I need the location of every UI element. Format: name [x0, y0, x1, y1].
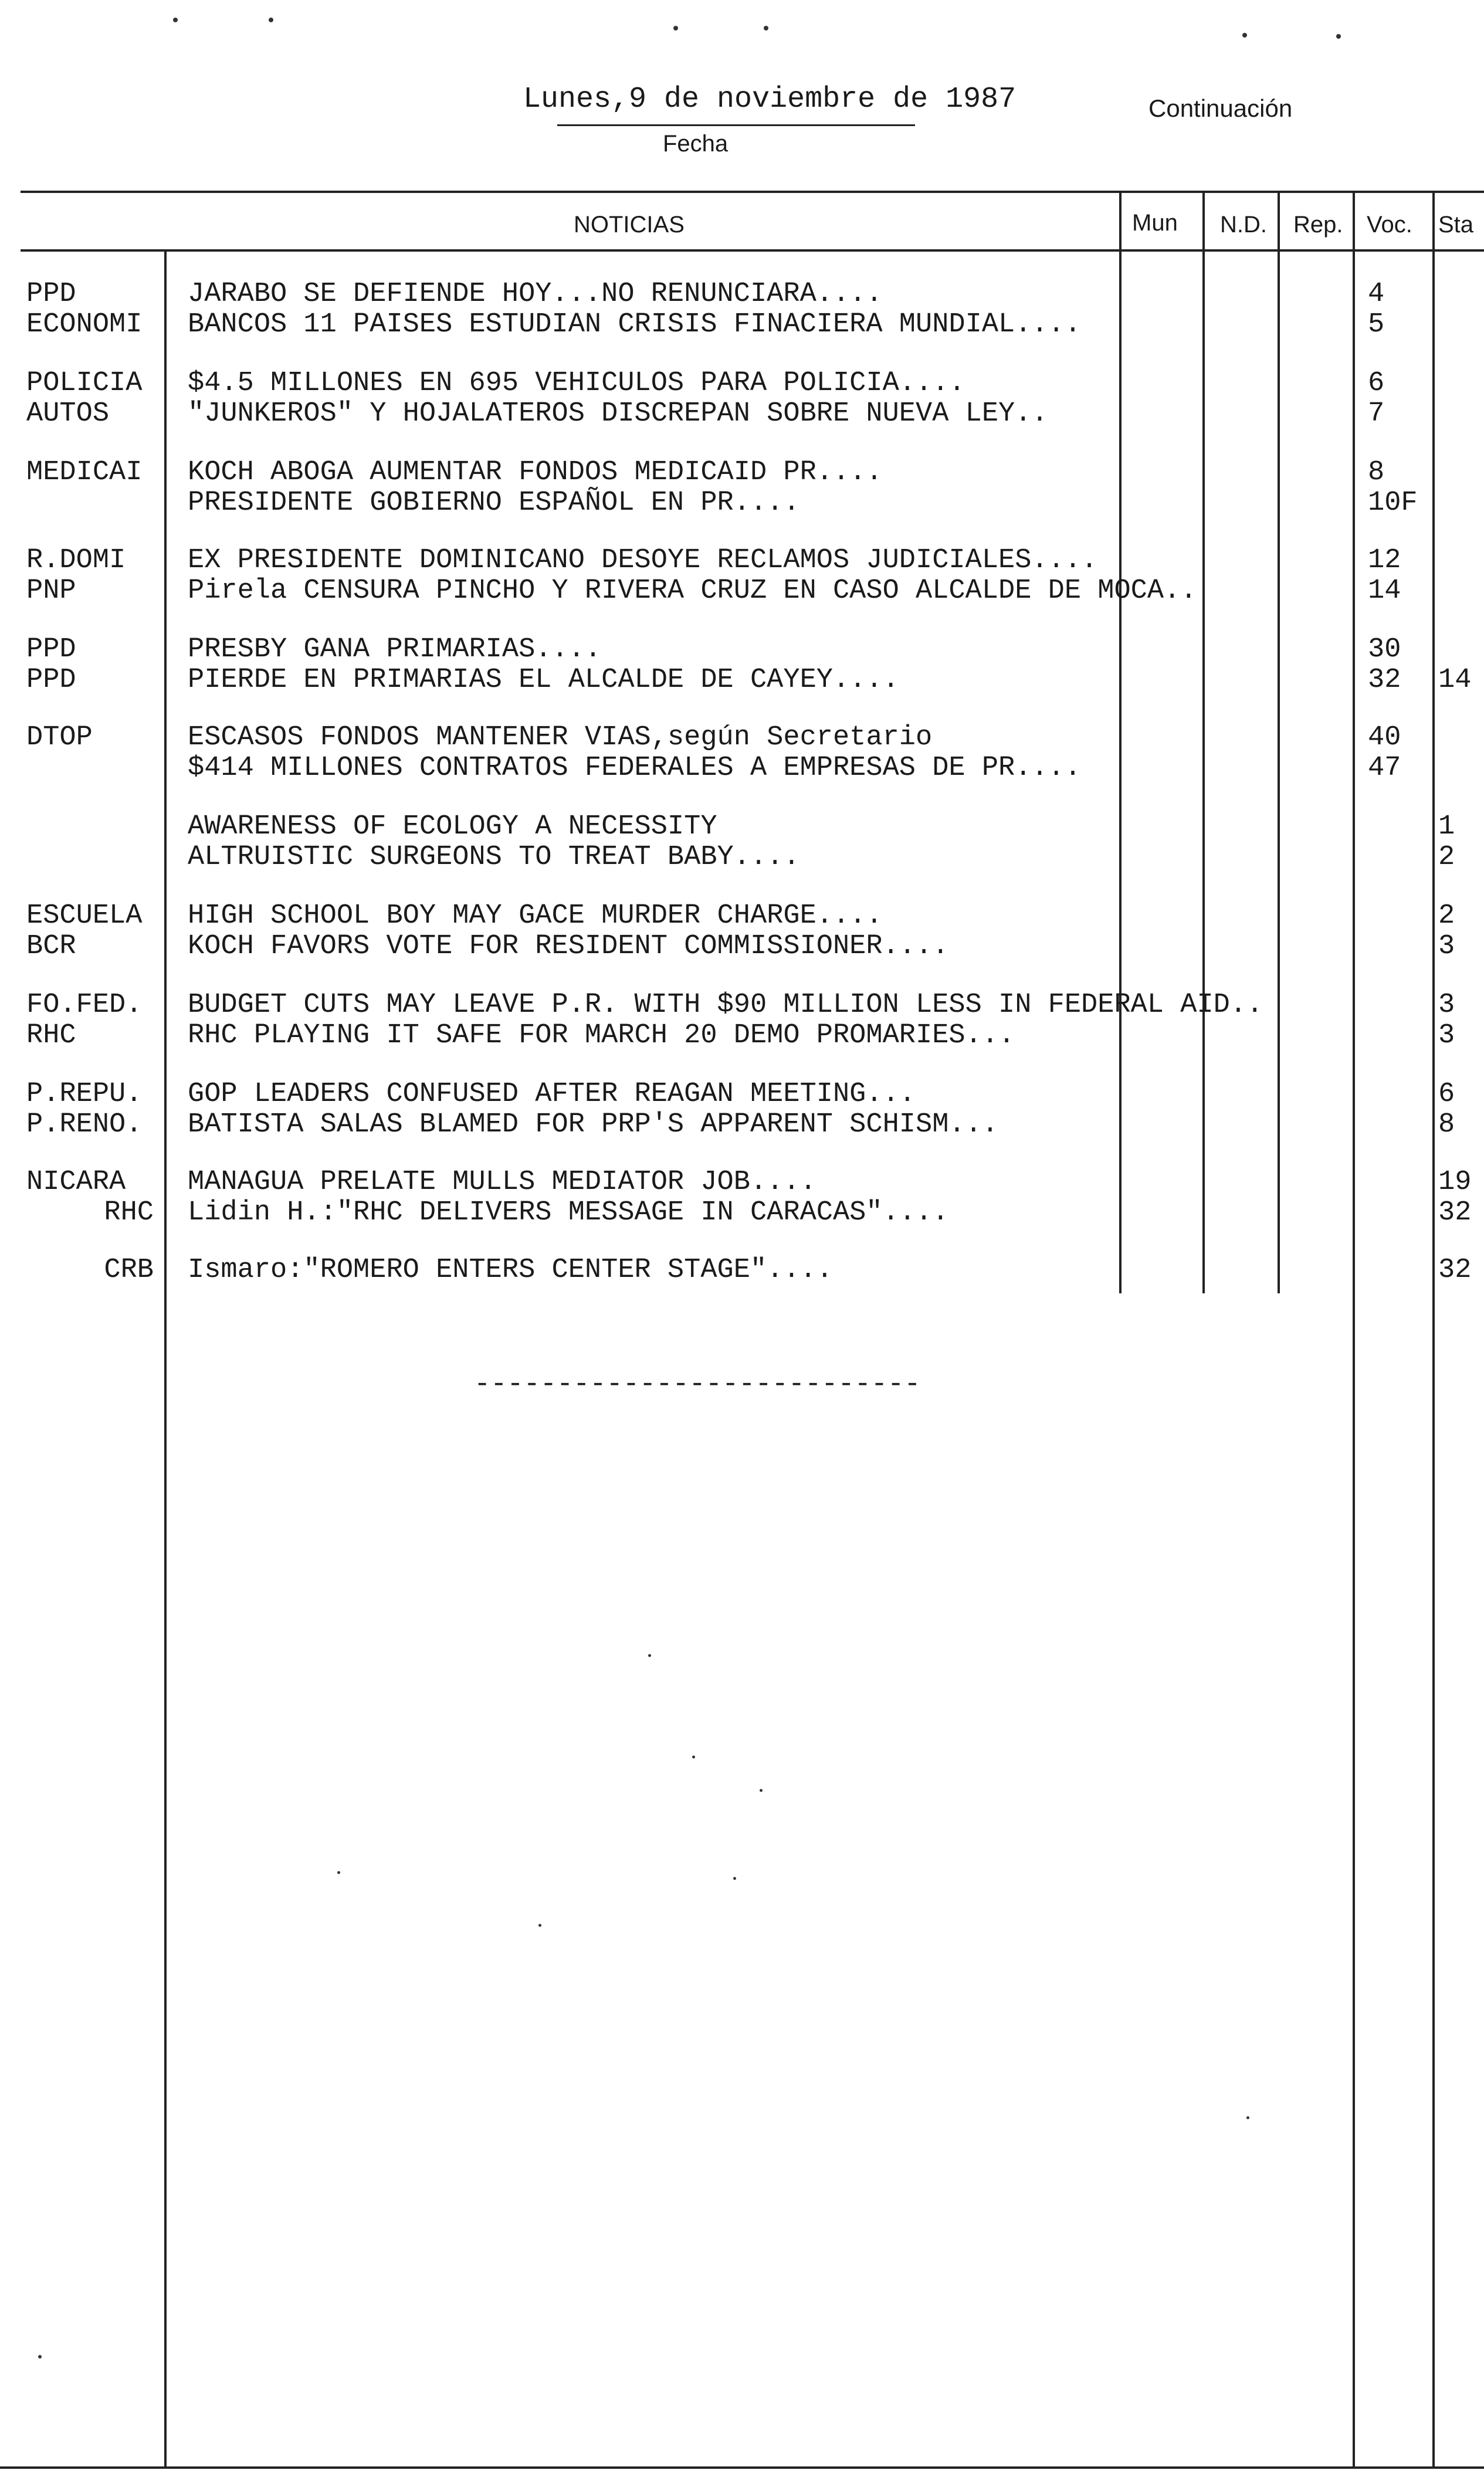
- row-voc: 32: [1368, 665, 1401, 696]
- column-header-mun: Mun: [1132, 210, 1178, 236]
- row-headline: AWARENESS OF ECOLOGY A NECESSITY: [188, 811, 717, 842]
- row-headline: ALTRUISTIC SURGEONS TO TREAT BABY....: [188, 842, 800, 873]
- table-row: [0, 665, 1484, 696]
- row-headline: MANAGUA PRELATE MULLS MEDIATOR JOB....: [188, 1167, 816, 1198]
- scan-speck: [1242, 33, 1247, 38]
- scan-speck: [764, 26, 768, 31]
- date-text: Lunes,9 de noviembre de 1987: [523, 83, 1017, 116]
- row-headline: Lidin H.:"RHC DELIVERS MESSAGE IN CARACAS"....: [188, 1197, 949, 1228]
- row-section: PPD: [26, 665, 76, 696]
- row-headline: HIGH SCHOOL BOY MAY GACE MURDER CHARGE....: [188, 900, 883, 931]
- date-label: Fecha: [663, 131, 729, 157]
- row-sta: 32: [1438, 1255, 1472, 1286]
- table-row: [0, 399, 1484, 429]
- row-headline: RHC PLAYING IT SAFE FOR MARCH 20 DEMO PROMARIES...: [188, 1020, 1015, 1051]
- table-row: [0, 1110, 1484, 1140]
- column-header-sta: Sta: [1438, 212, 1474, 238]
- row-headline: GOP LEADERS CONFUSED AFTER REAGAN MEETING...: [188, 1079, 916, 1110]
- row-headline: KOCH ABOGA AUMENTAR FONDOS MEDICAID PR....: [188, 457, 883, 488]
- row-sta: 6: [1438, 1079, 1455, 1110]
- row-headline: PRESIDENTE GOBIERNO ESPAÑOL EN PR....: [188, 487, 800, 519]
- row-sta: 1: [1438, 811, 1455, 842]
- row-sta: 8: [1438, 1109, 1455, 1140]
- column-divider-sta: [1432, 191, 1435, 2466]
- scan-speck: [648, 1654, 651, 1657]
- row-section: BCR: [26, 931, 76, 962]
- row-section: R.DOMI: [26, 545, 126, 576]
- table-top-rule: [21, 191, 1484, 193]
- row-section: RHC: [26, 1020, 76, 1051]
- row-headline: PIERDE EN PRIMARIAS EL ALCALDE DE CAYEY....: [188, 665, 899, 696]
- row-voc: 14: [1368, 575, 1401, 606]
- scan-speck: [173, 18, 178, 22]
- scan-speck: [733, 1877, 736, 1880]
- row-headline: PRESBY GANA PRIMARIAS....: [188, 634, 602, 665]
- row-section: P.REPU.: [26, 1079, 143, 1110]
- end-rule: ---------------------------: [474, 1369, 921, 1400]
- row-voc: 4: [1368, 279, 1385, 310]
- table-row: [0, 310, 1484, 340]
- table-row: [0, 842, 1484, 873]
- table-row: [0, 576, 1484, 606]
- column-header-nd: N.D.: [1220, 212, 1267, 238]
- row-headline: "JUNKEROS" Y HOJALATEROS DISCREPAN SOBRE NUEVA LEY..: [188, 398, 1048, 429]
- row-headline: ESCASOS FONDOS MANTENER VIAS,según Secretario: [188, 722, 933, 753]
- row-section: MEDICAI: [26, 457, 143, 488]
- column-header-noticias: NOTICIAS: [574, 212, 685, 238]
- row-sta: 3: [1438, 990, 1455, 1021]
- row-voc: 8: [1368, 457, 1385, 488]
- row-headline: BATISTA SALAS BLAMED FOR PRP'S APPARENT SCHISM...: [188, 1109, 999, 1140]
- row-section: PNP: [26, 575, 76, 606]
- column-header-voc: Voc.: [1367, 212, 1412, 238]
- row-headline: JARABO SE DEFIENDE HOY...NO RENUNCIARA....: [188, 279, 883, 310]
- row-headline: BANCOS 11 PAISES ESTUDIAN CRISIS FINACIERA MUNDIAL....: [188, 309, 1082, 340]
- row-headline: EX PRESIDENTE DOMINICANO DESOYE RECLAMOS JUDICIALES....: [188, 545, 1098, 576]
- row-voc: 30: [1368, 634, 1401, 665]
- scan-speck: [1336, 34, 1341, 39]
- table-row: [0, 812, 1484, 842]
- row-section: ECONOMI: [26, 309, 143, 340]
- table-row: [0, 279, 1484, 310]
- row-section: CRB: [104, 1255, 154, 1286]
- row-headline: Pirela CENSURA PINCHO Y RIVERA CRUZ EN CASO ALCALDE DE MOCA..: [188, 575, 1197, 606]
- scan-speck: [538, 1924, 541, 1927]
- table-row: [0, 1079, 1484, 1110]
- row-section: PPD: [26, 634, 76, 665]
- date-underline: [557, 124, 915, 126]
- row-headline: $414 MILLONES CONTRATOS FEDERALES A EMPRESAS DE PR....: [188, 753, 1082, 784]
- row-sta: 32: [1438, 1197, 1472, 1228]
- row-voc: 40: [1368, 722, 1401, 753]
- scan-speck: [673, 26, 678, 31]
- row-section: POLICIA: [26, 368, 143, 399]
- scan-speck: [692, 1756, 695, 1758]
- row-voc: 47: [1368, 753, 1401, 784]
- row-sta: 2: [1438, 842, 1455, 873]
- row-section: FO.FED.: [26, 990, 143, 1021]
- row-sta: 19: [1438, 1167, 1472, 1198]
- row-sta: 14: [1438, 665, 1472, 696]
- table-row: [0, 635, 1484, 665]
- scan-speck: [269, 18, 273, 22]
- row-voc: 7: [1368, 398, 1385, 429]
- row-section: ESCUELA: [26, 900, 143, 931]
- row-section: PPD: [26, 279, 76, 310]
- row-headline: $4.5 MILLONES EN 695 VEHICULOS PARA POLICIA....: [188, 368, 965, 399]
- continuation-label: Continuación: [1148, 94, 1293, 122]
- table-header-rule: [21, 249, 1484, 252]
- row-section: P.RENO.: [26, 1109, 143, 1140]
- table-row: [0, 488, 1484, 519]
- row-voc: 6: [1368, 368, 1385, 399]
- table-row: [0, 545, 1484, 576]
- table-row: [0, 723, 1484, 753]
- row-headline: Ismaro:"ROMERO ENTERS CENTER STAGE"....: [188, 1255, 833, 1286]
- row-voc: 5: [1368, 309, 1385, 340]
- row-sta: 3: [1438, 931, 1455, 962]
- table-row: [0, 1021, 1484, 1051]
- row-headline: BUDGET CUTS MAY LEAVE P.R. WITH $90 MILLION LESS IN FEDERAL AID..: [188, 990, 1263, 1021]
- table-row: [0, 901, 1484, 931]
- row-sta: 3: [1438, 1020, 1455, 1051]
- table-row: [0, 368, 1484, 399]
- table-bottom-rule: [0, 2466, 1484, 2469]
- row-voc: 10F: [1368, 487, 1418, 519]
- row-headline: KOCH FAVORS VOTE FOR RESIDENT COMMISSIONER....: [188, 931, 949, 962]
- row-section: DTOP: [26, 722, 93, 753]
- scan-speck: [1246, 2116, 1249, 2119]
- scan-speck: [760, 1789, 763, 1792]
- row-voc: 12: [1368, 545, 1401, 576]
- table-row: [0, 990, 1484, 1021]
- scan-speck: [337, 1871, 340, 1874]
- row-section: NICARA: [26, 1167, 126, 1198]
- table-row: [0, 1167, 1484, 1198]
- table-row: [0, 931, 1484, 962]
- row-section: RHC: [104, 1197, 154, 1228]
- table-row: [0, 1198, 1484, 1228]
- column-header-rep: Rep.: [1293, 212, 1343, 238]
- table-row: [0, 458, 1484, 488]
- row-section: AUTOS: [26, 398, 110, 429]
- row-sta: 2: [1438, 900, 1455, 931]
- scan-speck: [38, 2355, 42, 2359]
- column-divider-voc: [1353, 191, 1355, 2466]
- table-row: [0, 1255, 1484, 1286]
- table-row: [0, 753, 1484, 784]
